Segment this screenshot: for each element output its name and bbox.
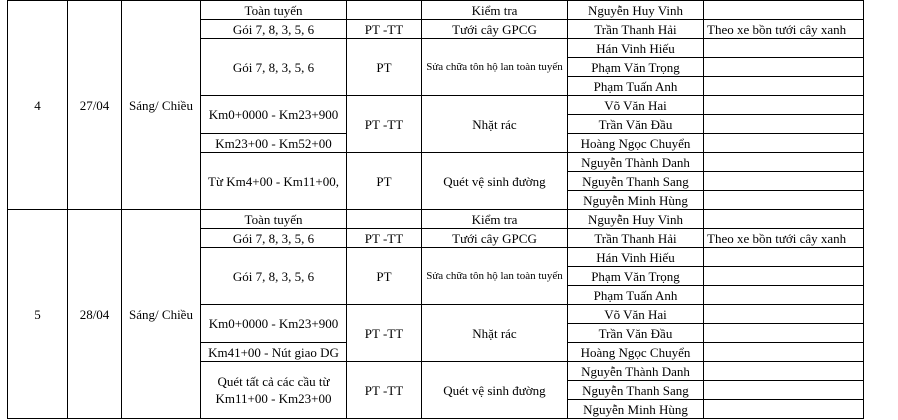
person-cell: Võ Văn Hai (568, 96, 704, 115)
date-cell: 27/04 (68, 1, 122, 210)
person-cell: Nguyễn Thành Danh (568, 362, 704, 381)
route-cell: Km0+0000 - Km23+900 (201, 305, 347, 343)
route-cell: Km41+00 - Nút giao DG (201, 343, 347, 362)
note-cell (704, 39, 864, 58)
note-cell (704, 381, 864, 400)
route-cell: Km0+0000 - Km23+900 (201, 96, 347, 134)
unit-cell (347, 1, 422, 20)
unit-cell: PT -TT (347, 362, 422, 419)
person-cell: Hoàng Ngọc Chuyển (568, 343, 704, 362)
note-cell (704, 77, 864, 96)
task-cell: Kiểm tra (422, 210, 568, 229)
task-cell: Nhặt rác (422, 96, 568, 153)
person-cell: Phạm Tuấn Anh (568, 77, 704, 96)
person-cell: Phạm Văn Trọng (568, 58, 704, 77)
note-cell (704, 267, 864, 286)
person-cell: Hán Vinh Hiếu (568, 39, 704, 58)
route-cell: Từ Km4+00 - Km11+00, (201, 153, 347, 210)
person-cell: Nguyễn Minh Hùng (568, 191, 704, 210)
unit-cell: PT (347, 248, 422, 305)
unit-cell: PT -TT (347, 305, 422, 362)
unit-cell: PT -TT (347, 20, 422, 39)
route-cell: Gói 7, 8, 3, 5, 6 (201, 20, 347, 39)
person-cell: Phạm Văn Trọng (568, 267, 704, 286)
note-cell (704, 1, 864, 20)
work-schedule-table (7, 0, 864, 419)
note-cell (704, 343, 864, 362)
person-cell: Nguyễn Thành Danh (568, 153, 704, 172)
note-cell (704, 400, 864, 419)
stt-cell: 5 (8, 210, 68, 419)
note-cell (704, 210, 864, 229)
task-cell: Tưới cây GPCG (422, 20, 568, 39)
task-cell: Sửa chữa tôn hộ lan toàn tuyến (422, 248, 568, 305)
note-cell: Theo xe bồn tưới cây xanh (704, 20, 864, 39)
person-cell: Võ Văn Hai (568, 305, 704, 324)
note-cell (704, 172, 864, 191)
person-cell: Nguyễn Thanh Sang (568, 172, 704, 191)
note-cell (704, 115, 864, 134)
route-cell: Quét tất cả các cầu từ Km11+00 - Km23+00 (201, 362, 347, 419)
note-cell (704, 286, 864, 305)
date-cell: 28/04 (68, 210, 122, 419)
table-row (8, 210, 864, 229)
route-cell: Gói 7, 8, 3, 5, 6 (201, 229, 347, 248)
unit-cell: PT (347, 153, 422, 210)
route-cell: Toàn tuyến (201, 1, 347, 20)
note-cell (704, 191, 864, 210)
shift-cell: Sáng/ Chiều (122, 210, 201, 419)
note-cell (704, 248, 864, 267)
person-cell: Nguyễn Huy Vinh (568, 1, 704, 20)
note-cell (704, 324, 864, 343)
note-cell (704, 362, 864, 381)
person-cell: Nguyễn Huy Vinh (568, 210, 704, 229)
note-cell (704, 134, 864, 153)
person-cell: Phạm Tuấn Anh (568, 286, 704, 305)
task-cell: Quét vệ sinh đường (422, 153, 568, 210)
person-cell: Trần Thanh Hải (568, 20, 704, 39)
task-cell: Tưới cây GPCG (422, 229, 568, 248)
unit-cell: PT -TT (347, 229, 422, 248)
note-cell: Theo xe bồn tưới cây xanh (704, 229, 864, 248)
person-cell: Hoàng Ngọc Chuyển (568, 134, 704, 153)
person-cell: Nguyễn Minh Hùng (568, 400, 704, 419)
route-cell: Toàn tuyến (201, 210, 347, 229)
route-cell: Gói 7, 8, 3, 5, 6 (201, 39, 347, 96)
unit-cell: PT -TT (347, 96, 422, 153)
shift-cell: Sáng/ Chiều (122, 1, 201, 210)
note-cell (704, 153, 864, 172)
task-cell: Sửa chữa tôn hộ lan toàn tuyến (422, 39, 568, 96)
route-cell: Gói 7, 8, 3, 5, 6 (201, 248, 347, 305)
unit-cell (347, 210, 422, 229)
task-cell: Nhặt rác (422, 305, 568, 362)
note-cell (704, 305, 864, 324)
unit-cell: PT (347, 39, 422, 96)
stt-cell: 4 (8, 1, 68, 210)
note-cell (704, 58, 864, 77)
task-cell: Quét vệ sinh đường (422, 362, 568, 419)
note-cell (704, 96, 864, 115)
person-cell: Hán Vinh Hiếu (568, 248, 704, 267)
person-cell: Trần Thanh Hải (568, 229, 704, 248)
task-cell: Kiểm tra (422, 1, 568, 20)
person-cell: Trần Văn Đầu (568, 115, 704, 134)
route-cell: Km23+00 - Km52+00 (201, 134, 347, 153)
person-cell: Nguyễn Thanh Sang (568, 381, 704, 400)
person-cell: Trần Văn Đầu (568, 324, 704, 343)
table-row (8, 1, 864, 20)
